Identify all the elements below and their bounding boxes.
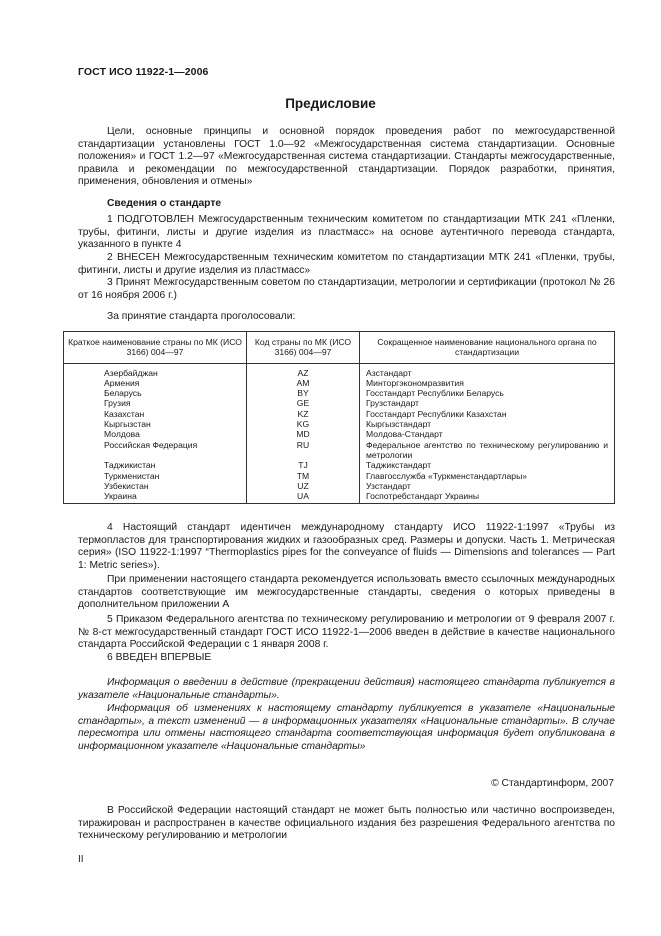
country-cell: Кыргызстан (64, 419, 247, 429)
page-title: Предисловие (285, 96, 376, 111)
country-code-cell: GE (247, 398, 360, 408)
item-6-paragraph: 6 ВВЕДЕН ВПЕРВЫЕ (107, 652, 212, 663)
standards-body-cell: Грузстандарт (360, 398, 615, 408)
voted-caption: За принятие стандарта проголосовали: (107, 311, 296, 322)
country-cell: Грузия (64, 398, 247, 408)
standards-body-cell: Минторгэкономразвития (360, 378, 615, 388)
country-code-cell: UA (247, 491, 360, 504)
document-code-header: ГОСТ ИСО 11922-1—2006 (78, 66, 209, 78)
table-header-row (64, 332, 615, 364)
item-2-paragraph: 2 ВНЕСЕН Межгосударственным техническим комитетом по стандартизации МТК 241 «Пленки, трубы, фитинги, листы и другие изделия из пластмасс» (78, 252, 615, 276)
country-code-cell: MD (247, 429, 360, 439)
country-cell: Азербайджан (64, 363, 247, 378)
table-row (64, 409, 615, 419)
page-number: II (78, 854, 84, 865)
standards-body-cell: Узстандарт (360, 481, 615, 491)
standards-body-cell: Госстандарт Республики Казахстан (360, 409, 615, 419)
table-row (64, 378, 615, 388)
item-4-paragraph: 4 Настоящий стандарт идентичен международному стандарту ИСО 11922-1:1997 «Трубы из термопластов для транспортирования жидких и газообразных сред. Размеры и допуски. Часть 1. Метрическая серия» (ISO 11922-1:1997 “Thermoplastics pipes for the conveyance of fluids — Dimensions and tolerances — Part 1: Metric series»). (78, 522, 615, 571)
country-cell: Узбекистан (64, 481, 247, 491)
section-subheading: Сведения о стандарте (107, 198, 222, 209)
legal-notice-paragraph: В Российской Федерации настоящий стандарт не может быть полностью или частично воспроизведен, тиражирован и распространен в качестве официального издания без разрешения Федерального агентства по техническому регулированию и метрологии (78, 805, 615, 842)
standards-body-cell: Азстандарт (360, 363, 615, 378)
country-cell: Молдова (64, 429, 247, 439)
intro-paragraph: Цели, основные принципы и основной порядок проведения работ по межгосударственной стандартизации установлены ГОСТ 1.0—92 «Межгосударственная система стандартизации. Основные положения» и ГОСТ 1.2—97 «Межгосударственная система стандартизации. Стандарты межгосударственные, правила и рекомендации по межгосударственной стандартизации. Порядок разработки, принятия, применения, обновления и отмены» (78, 126, 615, 188)
table-row (64, 363, 615, 378)
info-paragraph-2: Информация об изменениях к настоящему стандарту публикуется в указателе «Национальные стандарты», а текст изменений — в информационных указателях «Национальные стандарты». В случае пересмотра или отмены настоящего стандарта соответствующая информация будет опубликована в информационном указателе «Национальные стандарты» (78, 703, 615, 752)
table-row (64, 388, 615, 398)
table-row (64, 419, 615, 429)
table-row (64, 460, 615, 470)
country-code-cell: TM (247, 471, 360, 481)
info-paragraph-1: Информация о введении в действие (прекращении действия) настоящего стандарта публикуется в указателе «Национальные стандарты». (78, 677, 615, 701)
country-cell: Беларусь (64, 388, 247, 398)
country-cell: Таджикистан (64, 460, 247, 470)
standards-body-cell: Главгосслужба «Туркменстандартлары» (360, 471, 615, 481)
item-1-paragraph: 1 ПОДГОТОВЛЕН Межгосударственным техническим комитетом по стандартизации МТК 241 «Пленки, трубы, фитинги, листы и другие изделия из пластмасс» на основе аутентичного перевода стандарта, указанного в пункте 4 (78, 214, 615, 251)
country-code-cell: AM (247, 378, 360, 388)
country-code-cell: KG (247, 419, 360, 429)
country-code-cell: BY (247, 388, 360, 398)
table-row (64, 491, 615, 504)
voting-countries-table (63, 331, 615, 504)
table-row (64, 481, 615, 491)
country-cell: Туркменистан (64, 471, 247, 481)
item-3-paragraph: 3 Принят Межгосударственным советом по стандартизации, метрологии и сертификации (протокол № 26 от 16 ноября 2006 г.) (78, 277, 615, 301)
column-header-country: Краткое наименование страны по МК (ИСО 3166) 004—97 (64, 332, 247, 364)
standards-body-cell: Госпотребстандарт Украины (360, 491, 615, 504)
column-header-body: Сокращенное наименование национального органа по стандартизации (360, 332, 615, 364)
copyright-notice: © Стандартинформ, 2007 (491, 778, 614, 789)
table-body (64, 363, 615, 504)
country-cell: Казахстан (64, 409, 247, 419)
country-code-cell: AZ (247, 363, 360, 378)
country-cell: Российская Федерация (64, 440, 247, 461)
table-row (64, 440, 615, 461)
standards-body-cell: Молдова-Стандарт (360, 429, 615, 439)
country-code-cell: TJ (247, 460, 360, 470)
country-code-cell: RU (247, 440, 360, 461)
item-5-paragraph: 5 Приказом Федерального агентства по техническому регулированию и метрологии от 9 февраля 2007 г. № 8-ст межгосударственный стандарт ГОСТ ИСО 11922-1—2006 введен в действие в качестве национального стандарта Российской Федерации с 1 января 2008 г. (78, 614, 615, 651)
column-header-code: Код страны по МК (ИСО 3166) 004—97 (247, 332, 360, 364)
country-cell: Армения (64, 378, 247, 388)
standards-body-cell: Федеральное агентство по техническому регулированию и метрологии (360, 440, 615, 461)
country-cell: Украина (64, 491, 247, 504)
table-row (64, 429, 615, 439)
standards-body-cell: Таджикстандарт (360, 460, 615, 470)
country-code-cell: UZ (247, 481, 360, 491)
standards-body-cell: Госстандарт Республики Беларусь (360, 388, 615, 398)
item-4-note-paragraph: При применении настоящего стандарта рекомендуется использовать вместо ссылочных международных стандартов соответствующие им межгосударственные стандарты, сведения о которых приведены в дополнительном приложении А (78, 574, 615, 611)
table-row (64, 398, 615, 408)
standards-body-cell: Кыргызстандарт (360, 419, 615, 429)
country-code-cell: KZ (247, 409, 360, 419)
table-row (64, 471, 615, 481)
